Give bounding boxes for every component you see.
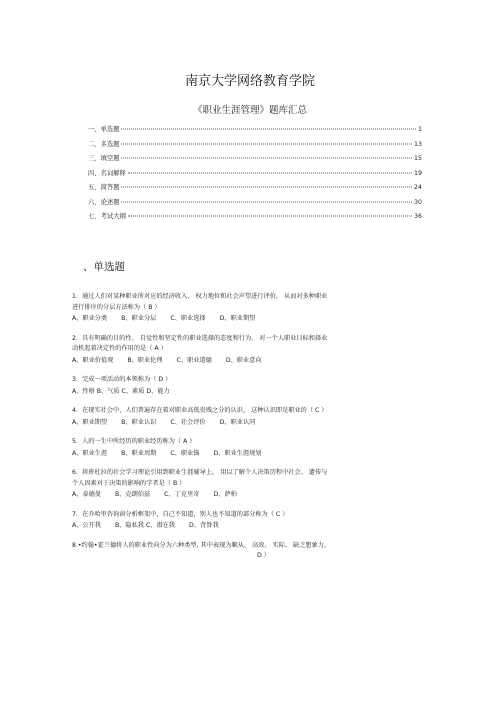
question-text: 7．在乔哈里咨询窗分析框架中，自己不知道，别人也不知道的部分称为（ C ） bbox=[72, 510, 289, 518]
toc-entry-label: 一、单选题 bbox=[88, 126, 120, 133]
toc-entry[interactable] bbox=[88, 124, 422, 139]
answer-option: A、职业期望 bbox=[72, 418, 108, 426]
toc-leader-dots bbox=[121, 143, 412, 144]
question-item bbox=[72, 468, 432, 500]
answer-options bbox=[72, 313, 432, 324]
answer-option: D、背脊我 bbox=[189, 522, 219, 529]
answer-option: B、职业周期 bbox=[121, 449, 157, 457]
answer-continuation: D ） bbox=[257, 552, 270, 559]
document-subtitle: 《职业生涯管理》题库汇总 bbox=[192, 105, 307, 116]
answer-option: C、社会评价 bbox=[170, 418, 206, 426]
answer-options bbox=[72, 417, 432, 428]
toc-entry-label: 二、多选题 bbox=[88, 140, 120, 148]
section-heading: 、单选题 bbox=[83, 261, 125, 273]
toc-entry-label: 六、论述题 bbox=[88, 198, 120, 206]
answer-option: B、职业伦理 bbox=[127, 356, 163, 364]
question-item bbox=[72, 375, 432, 397]
question-list bbox=[72, 292, 432, 571]
answer-option: D、职业期望 bbox=[219, 315, 256, 322]
answer-option: C、职业道德 bbox=[176, 356, 212, 364]
question-text: 动机起着决定性的作用的是（ A ） bbox=[72, 345, 167, 352]
answer-option: A、泰德曼 bbox=[72, 491, 101, 498]
answer-option: B、克朗伯兹 bbox=[114, 491, 151, 498]
question-item bbox=[72, 510, 432, 532]
answer-option: A、公开我 bbox=[72, 522, 101, 529]
question-text: 个人因素对于决策的影响的学者是（ B ） bbox=[72, 479, 186, 487]
toc-leader-dots bbox=[128, 216, 412, 217]
toc-leader-dots bbox=[121, 201, 412, 202]
question-text: 6．将班杜拉的社会学习理论引用到职业生涯辅导上， 用以了解个人决策历程中社会、 遗传与 bbox=[72, 469, 328, 476]
toc-entry-page: 1 bbox=[417, 126, 422, 133]
toc-entry-page: 30 bbox=[413, 198, 422, 206]
answer-option: B、职业分层 bbox=[121, 315, 157, 322]
toc-entry-label: 七、考试大纲 bbox=[88, 213, 126, 220]
question-text: 进行排序的分层方法称为（ B ） bbox=[72, 303, 161, 311]
answer-option: C、丁克里奇 bbox=[164, 491, 200, 498]
question-text: 2．具有明确的目的性、 自觉性和坚定性的职业选择的态度和行为， 对一个人职业目标和择业 bbox=[72, 334, 328, 342]
answer-options bbox=[72, 355, 432, 366]
toc-entry-page: 19 bbox=[413, 169, 422, 177]
question-item bbox=[72, 406, 432, 428]
answer-option: D、职业生涯规划 bbox=[213, 449, 262, 457]
question-text: 8 •约翰•霍兰德将人的职业性向分为六种类型, 其中表现为顺从、 高效、 实际、 缺乏想象力、 bbox=[72, 541, 331, 549]
toc-entry[interactable] bbox=[88, 153, 422, 168]
toc-entry[interactable] bbox=[88, 211, 422, 226]
question-item bbox=[72, 292, 432, 324]
answer-option: D、萨柏 bbox=[213, 491, 237, 498]
toc-entry[interactable] bbox=[88, 182, 422, 197]
question-item bbox=[72, 541, 432, 562]
toc-entry[interactable] bbox=[88, 139, 422, 154]
toc-leader-dots bbox=[121, 187, 412, 188]
toc-entry-label: 四、名词解释 bbox=[88, 169, 126, 177]
toc-entry-page: 24 bbox=[413, 184, 422, 191]
document-title: 南京大学网络教育学院 bbox=[184, 74, 315, 89]
question-text: 1．通过人们对某种职业所对应的经济收入、 权力地位和社会声望进行评价， 从而对多种职业 bbox=[72, 293, 328, 300]
toc-entry[interactable] bbox=[88, 168, 422, 183]
answer-options bbox=[72, 386, 432, 397]
toc-entry-page: 15 bbox=[413, 155, 422, 162]
toc-leader-dots bbox=[121, 129, 416, 130]
question-item bbox=[72, 334, 432, 366]
answer-options bbox=[72, 489, 432, 500]
answer-options bbox=[72, 448, 432, 459]
toc-entry-label: 三、填空题 bbox=[88, 155, 120, 162]
answer-option: A、性格 B、气质 C、素质 D、能力 bbox=[72, 387, 170, 395]
answer-option: C、职业锚 bbox=[170, 449, 200, 457]
answer-option: A、职业分类 bbox=[72, 315, 108, 322]
toc-leader-dots bbox=[121, 158, 412, 159]
answer-option: A、职业生涯 bbox=[72, 449, 108, 457]
answer-option: A、职业价值观 bbox=[72, 356, 114, 364]
toc-entry-page: 13 bbox=[413, 140, 422, 148]
answer-option: D、职业认同 bbox=[219, 418, 256, 426]
answer-option: B、隐私我 C、潜在我 bbox=[114, 522, 176, 529]
question-text: 5．人的一生中所经历的职业经历称为（ A ） bbox=[72, 438, 196, 445]
toc-entry-page: 36 bbox=[413, 213, 422, 220]
answer-option: B、职业认识 bbox=[121, 418, 157, 426]
toc-leader-dots bbox=[128, 172, 412, 173]
question-text: 3．完成一项活动的本领称为（ D ） bbox=[72, 376, 172, 383]
answer-option: C、职业选择 bbox=[170, 315, 206, 322]
toc-entry-label: 五、简答题 bbox=[88, 184, 120, 191]
question-item bbox=[72, 437, 432, 459]
question-text: 4．在现实社会中，人们普遍存在着对职业高低贵贱之分的认识， 这种认识即是职业的（ C ） bbox=[72, 407, 328, 414]
answer-option: D、职业意向 bbox=[225, 356, 262, 364]
table-of-contents bbox=[88, 124, 422, 226]
toc-entry[interactable] bbox=[88, 197, 422, 212]
answer-options bbox=[72, 520, 432, 531]
